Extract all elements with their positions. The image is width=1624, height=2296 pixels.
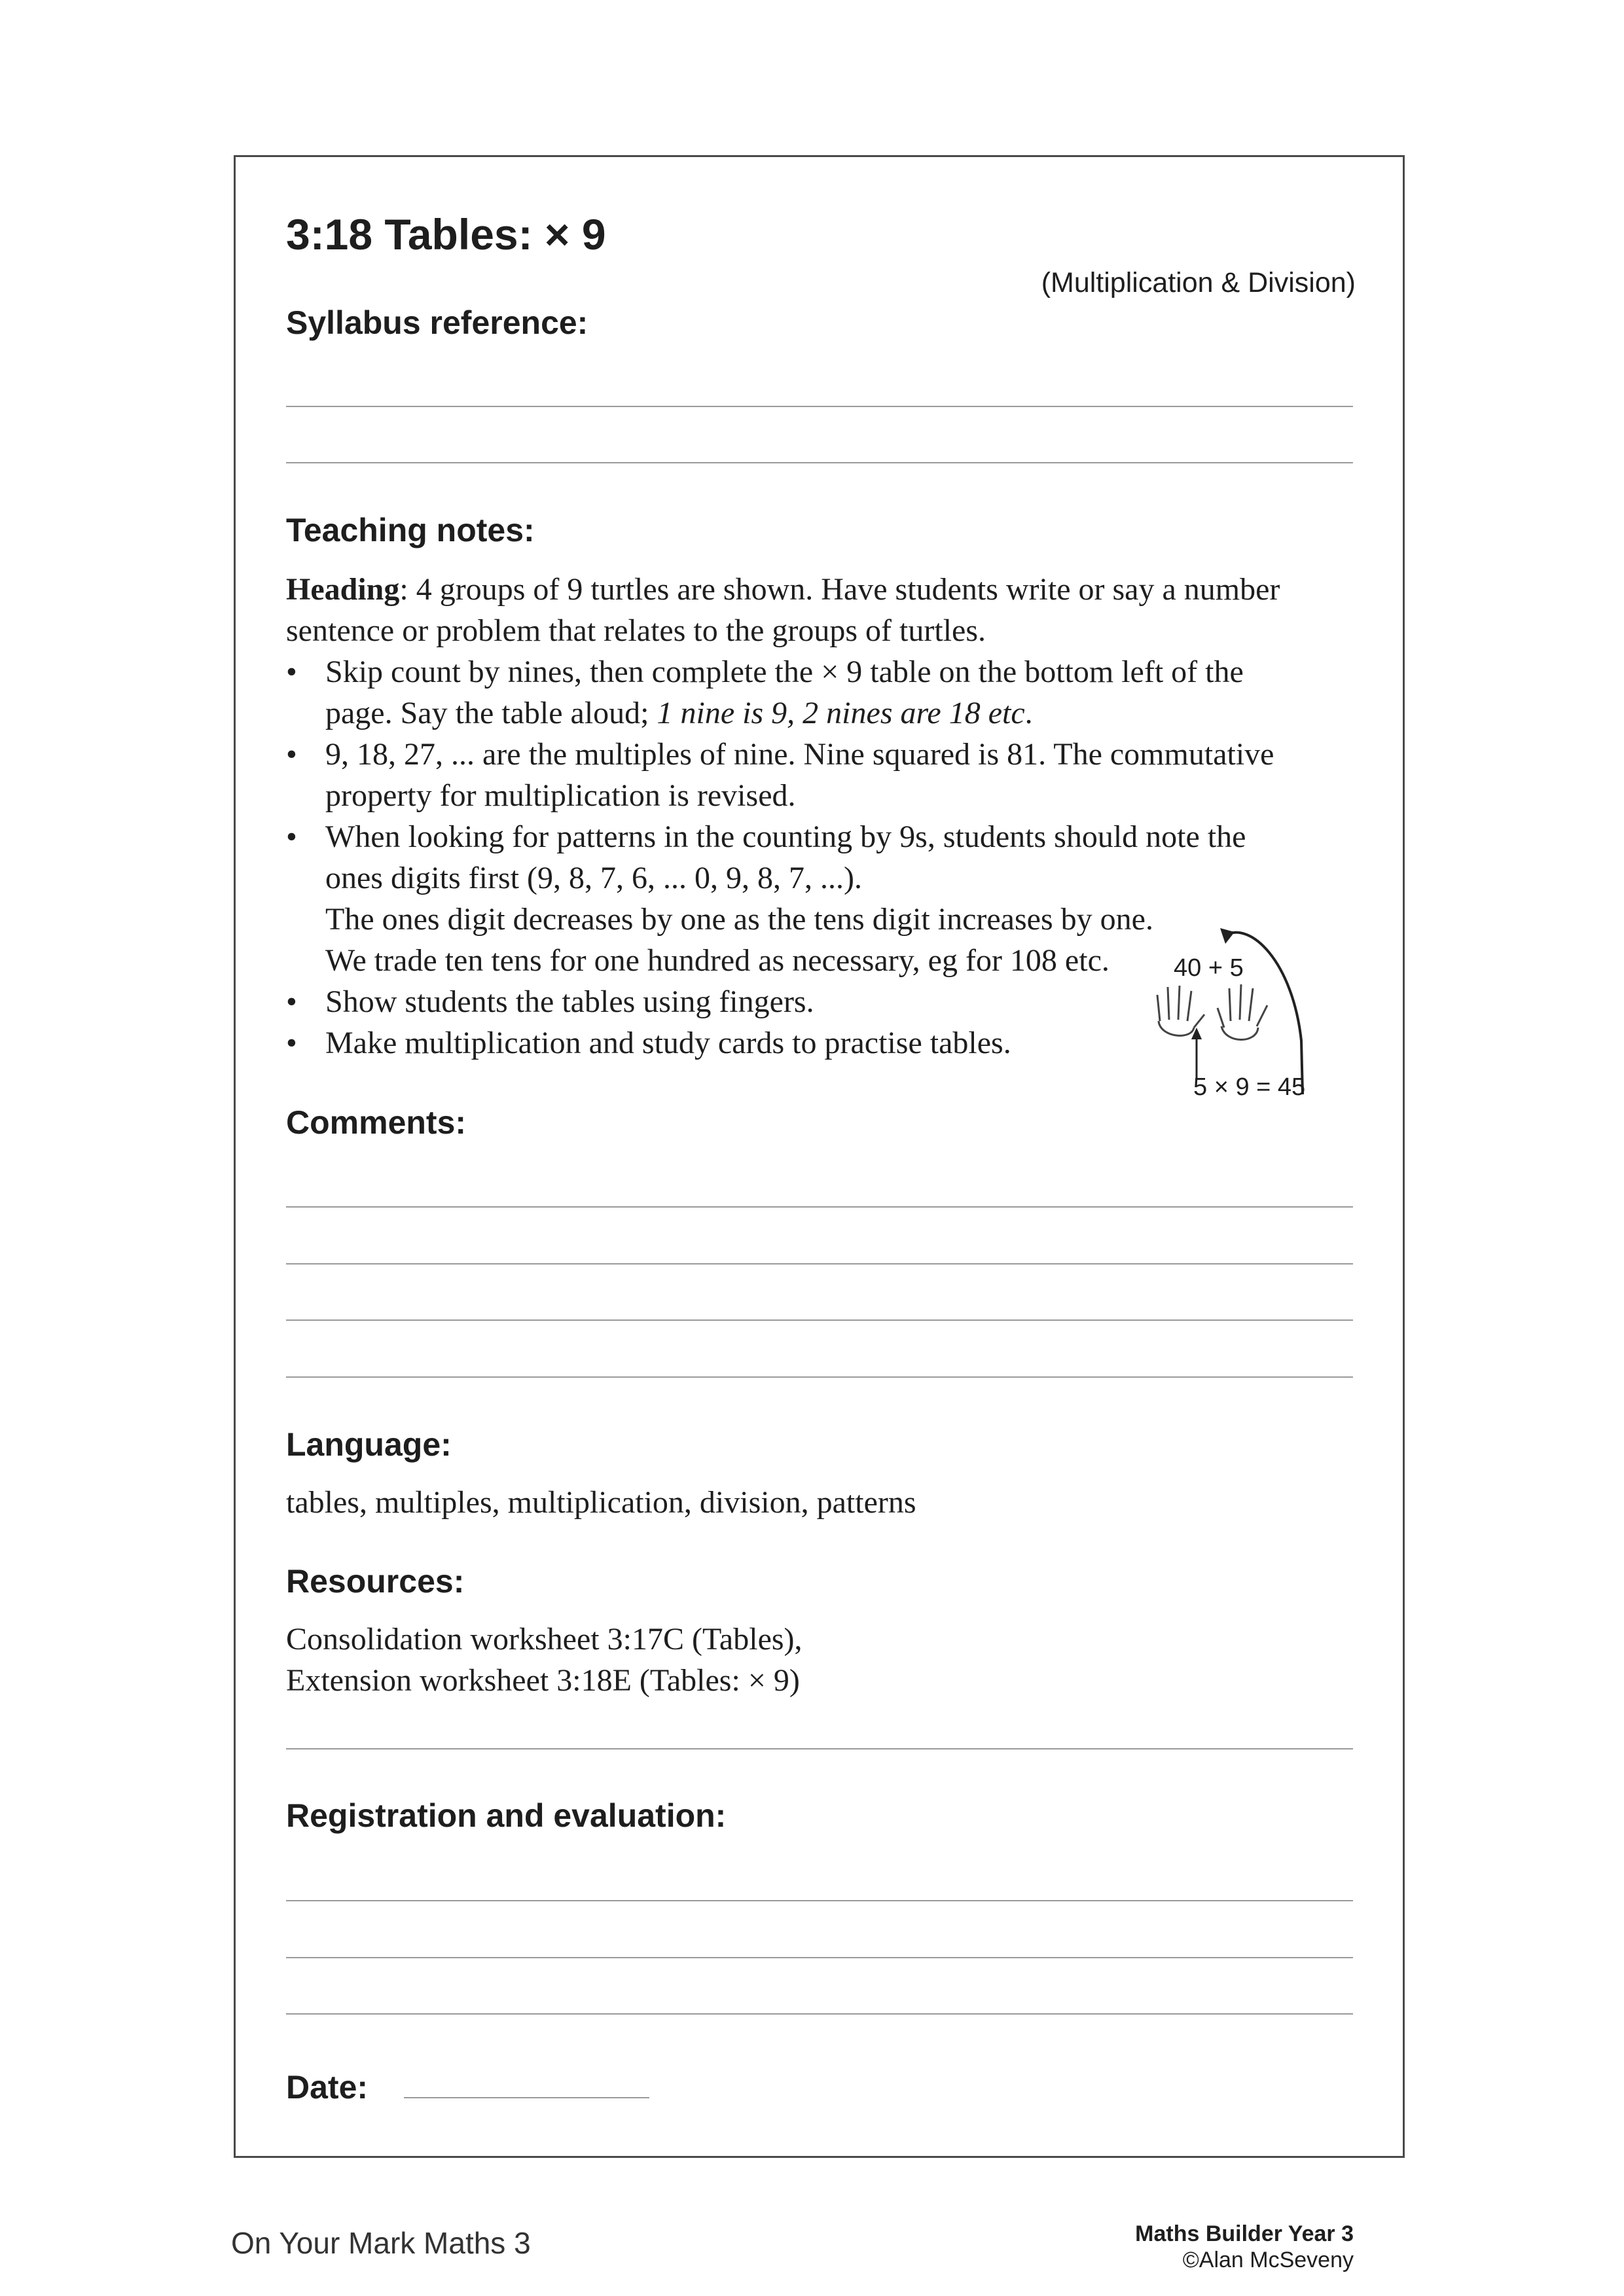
figure-top-label: 40 + 5 xyxy=(1174,954,1244,982)
bullet-1-line-2: page. Say the table aloud; 1 nine is 9, 2 nines are 18 etc. xyxy=(325,696,1033,730)
registration-heading: Registration and evaluation: xyxy=(286,1797,727,1834)
figure-bottom-label: 5 × 9 = 45 xyxy=(1193,1073,1306,1101)
resources-line-2: Extension worksheet 3:18E (Tables: × 9) xyxy=(286,1663,800,1698)
date-label: Date: xyxy=(286,2069,369,2106)
language-text: tables, multiples, multiplication, division, patterns xyxy=(286,1485,916,1520)
registration-line-1 xyxy=(286,1900,1353,1901)
bullet-3-line-3: The ones digit decreases by one as the tens digit increases by one. xyxy=(325,902,1153,937)
registration-line-2 xyxy=(286,1957,1353,1958)
heading-label: Heading xyxy=(286,572,400,607)
registration-line-3 xyxy=(286,2013,1353,2015)
resources-line xyxy=(286,1748,1353,1749)
resources-heading: Resources: xyxy=(286,1563,465,1600)
footer-copyright: ©Alan McSeveny xyxy=(1182,2248,1354,2272)
footer-credits xyxy=(1135,2221,1354,2273)
teaching-heading-line-1: Heading: 4 groups of 9 turtles are shown. Have students write or say a number xyxy=(286,572,1280,607)
syllabus-heading: Syllabus reference: xyxy=(286,304,588,341)
language-heading: Language: xyxy=(286,1426,452,1463)
syllabus-line-1 xyxy=(286,406,1353,407)
bullet-3-line-4: We trade ten tens for one hundred as necessary, eg for 108 etc. xyxy=(325,943,1110,978)
resources-line-1: Consolidation worksheet 3:17C (Tables), xyxy=(286,1622,803,1657)
footer-series-title: On Your Mark Maths 3 xyxy=(231,2226,531,2260)
teaching-heading-line-2: sentence or problem that relates to the groups of turtles. xyxy=(286,613,986,648)
bullet-3-line-2: ones digits first (9, 8, 7, 6, ... 0, 9, 8, 7, ...). xyxy=(325,861,862,895)
comments-line-4 xyxy=(286,1376,1353,1378)
page-title: 3:18 Tables: × 9 xyxy=(286,210,606,259)
bullet-4-marker: • xyxy=(286,984,297,1019)
comments-line-2 xyxy=(286,1263,1353,1265)
comments-line-1 xyxy=(286,1206,1353,1208)
bullet-4-line: Show students the tables using fingers. xyxy=(325,984,814,1019)
bullet-2-marker: • xyxy=(286,737,297,772)
bullet-3-line-1: When looking for patterns in the counting by 9s, students should note the xyxy=(325,819,1246,854)
bullet-3-marker: • xyxy=(286,819,297,854)
bullet-1-line-1: Skip count by nines, then complete the × 9 table on the bottom left of the xyxy=(325,655,1244,689)
syllabus-line-2 xyxy=(286,462,1353,463)
footer-book-title: Maths Builder Year 3 xyxy=(1135,2221,1354,2246)
date-field-line xyxy=(404,2097,649,2098)
teaching-notes-heading: Teaching notes: xyxy=(286,512,535,548)
bullet-5-line: Make multiplication and study cards to practise tables. xyxy=(325,1026,1011,1060)
bullet-5-marker: • xyxy=(286,1026,297,1060)
comments-heading: Comments: xyxy=(286,1104,467,1141)
bullet-2-line-1: 9, 18, 27, ... are the multiples of nine. Nine squared is 81. The commutative xyxy=(325,737,1274,772)
bullet-2-line-2: property for multiplication is revised. xyxy=(325,778,796,813)
strand-label: (Multiplication & Division) xyxy=(1041,267,1356,298)
comments-line-3 xyxy=(286,1319,1353,1321)
page-frame xyxy=(234,155,1405,2158)
bullet-1-marker: • xyxy=(286,655,297,689)
